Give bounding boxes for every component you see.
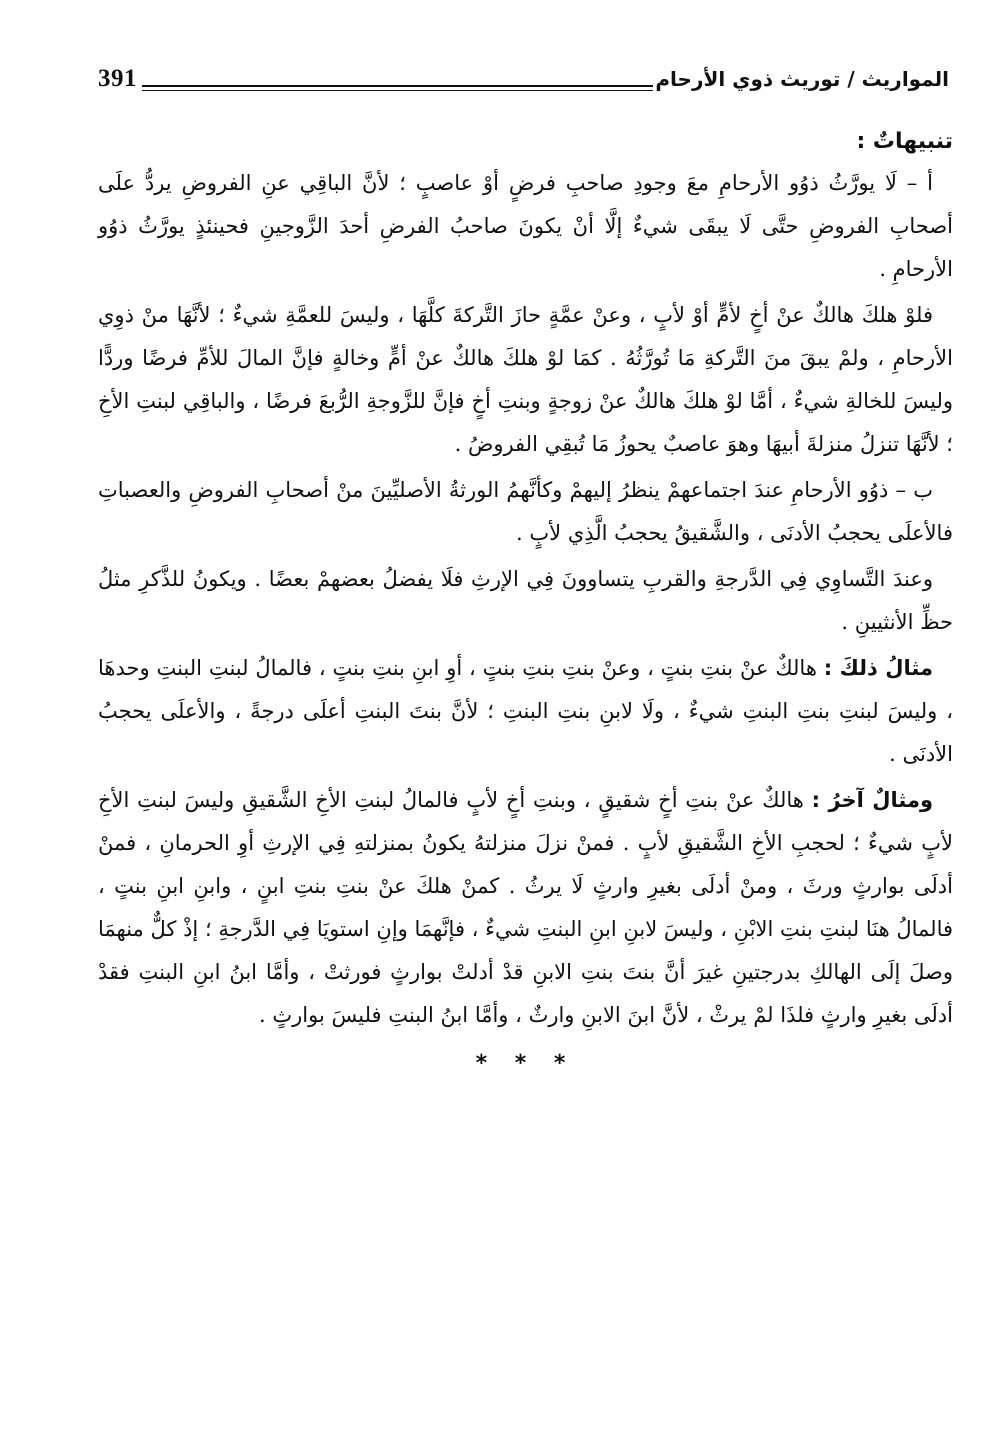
paragraph-a [98,162,953,291]
section-heading: تنبيهاتٌ : [856,129,953,154]
paragraph-example-2 [98,779,953,1037]
paragraph-b [98,469,953,555]
example-label: مثالُ ذلكَ : [823,656,933,680]
page-header [98,58,953,104]
paragraph-text: هالكٌ عنْ بنتِ أخٍ شقيقٍ ، وبنتِ أخٍ لأبٍ فالمالُ لبنتِ الأخِ الشَّقيقِ وليسَ لبنتِ الأخِ لأبٍ شيءٌ ؛ لحجبِ الأخِ الشَّقيقِ لأبٍ . فمنْ نزلَ منزلتهُ يكونُ بمنزلتهِ فِي الإرثِ أوِ الحرمانِ ، فمنْ أدلَى بوارثٍ ورثَ ، ومنْ أدلَى بغيرِ وارثٍ لَا يرثُ . كمنْ هلكَ عنْ بنتِ بنتِ ابنٍ ، وابنِ ابنِ بنتٍ ، فالمالُ هنَا لبنتِ بنتِ الابْنِ ، وليسَ لابنِ ابنِ البنتِ شيءٌ ، فإنَّهمَا وإنِ استويَا فِي الدَّرجةِ ؛ إذْ كلٌّ منهمَا وصلَ إلَى الهالكِ بدرجتينِ غيرَ أنَّ بنتَ بنتِ الابنِ قدْ أدلتْ بوارثٍ فورثتْ ، وأمَّا ابنُ ابنِ البنتِ فقدْ أدلَى بغيرِ وارثٍ فلذَا لمْ يرثْ ، لأنَّ ابنَ الابنِ وارثٌ ، وأمَّا ابنُ البنتِ فليسَ بوارثٍ . [98,788,953,1027]
running-title: المواريث / توريث ذوي الأرحام [655,67,949,91]
section-end-stars: * * * [475,1051,576,1076]
document-page [98,58,953,1188]
paragraph-a-example [98,294,953,466]
paragraph-text: هالكٌ عنْ بنتِ بنتٍ ، وعنْ بنتِ بنتِ بنتٍ ، أوِ ابنِ بنتِ بنتٍ ، فالمالُ لبنتِ البنتِ وحدهَا ، وليسَ لبنتِ بنتِ البنتِ شيءٌ ، ولَا لابنِ بنتِ البنتِ ؛ لأنَّ بنتَ البنتِ أعلَى درجةً ، والأعلَى يحجبُ الأدنَى . [98,656,953,766]
paragraph-equality [98,558,953,644]
header-rule [142,85,653,91]
paragraph-text: فلوْ هلكَ هالكٌ عنْ أخٍ لأمٍّ أوْ لأبٍ ، وعنْ عمَّةٍ حازَ التَّركةَ كلَّهَا ، وليسَ للعمَّةِ شيءٌ ؛ لأنَّهَا منْ ذوِي الأرحامِ ، ولمْ يبقَ منَ التَّركةِ مَا تُورَّثُهُ . كمَا لوْ هلكَ هالكٌ عنْ أمٍّ وخالةٍ فإنَّ المالَ للأمِّ فرضًا وردًّا وليسَ للخالةِ شيءٌ ، أمَّا لوْ هلكَ هالكٌ عنْ زوجةٍ وبنتِ أخٍ فإنَّ للزَّوجةِ الرُّبعَ فرضًا ، والباقِي لبنتِ الأخِ ؛ لأنَّهَا تنزلُ منزلةَ أبيهَا وهوَ عاصبٌ يحوزُ مَا تُبقِي الفروضُ . [98,303,953,456]
paragraph-text: ب – ذوُو الأرحامِ عندَ اجتماعهمْ ينظرُ إليهمْ وكأنَّهمُ الورثةُ الأصليِّينَ منْ أصحابِ الفروضِ والعصباتِ فالأعلَى يحجبُ الأدنَى ، والشَّقيقُ يحجبُ الَّذِي لأبٍ . [98,478,953,545]
paragraph-text: أ – لَا يورَّثُ ذوُو الأرحامِ معَ وجودِ صاحبِ فرضٍ أوْ عاصبٍ ؛ لأنَّ الباقِي عنِ الفروضِ يردُّ علَى أصحابِ الفروضِ حتَّى لَا يبقَى شيءٌ إلَّا أنْ يكونَ صاحبُ الفرضِ أحدَ الزَّوجينِ فحينئذٍ يورَّثُ ذوُو الأرحامِ . [98,171,953,281]
page-number: 391 [98,65,137,92]
example-label: ومثالٌ آخرُ : [811,788,933,812]
paragraph-example-1 [98,647,953,776]
paragraph-text: وعندَ التَّساوِي فِي الدَّرجةِ والقربِ يتساوونَ فِي الإرثِ فلَا يفضلُ بعضهمْ بعضًا . ويكونُ للذَّكرِ مثلُ حظِّ الأنثيينِ . [98,567,953,634]
